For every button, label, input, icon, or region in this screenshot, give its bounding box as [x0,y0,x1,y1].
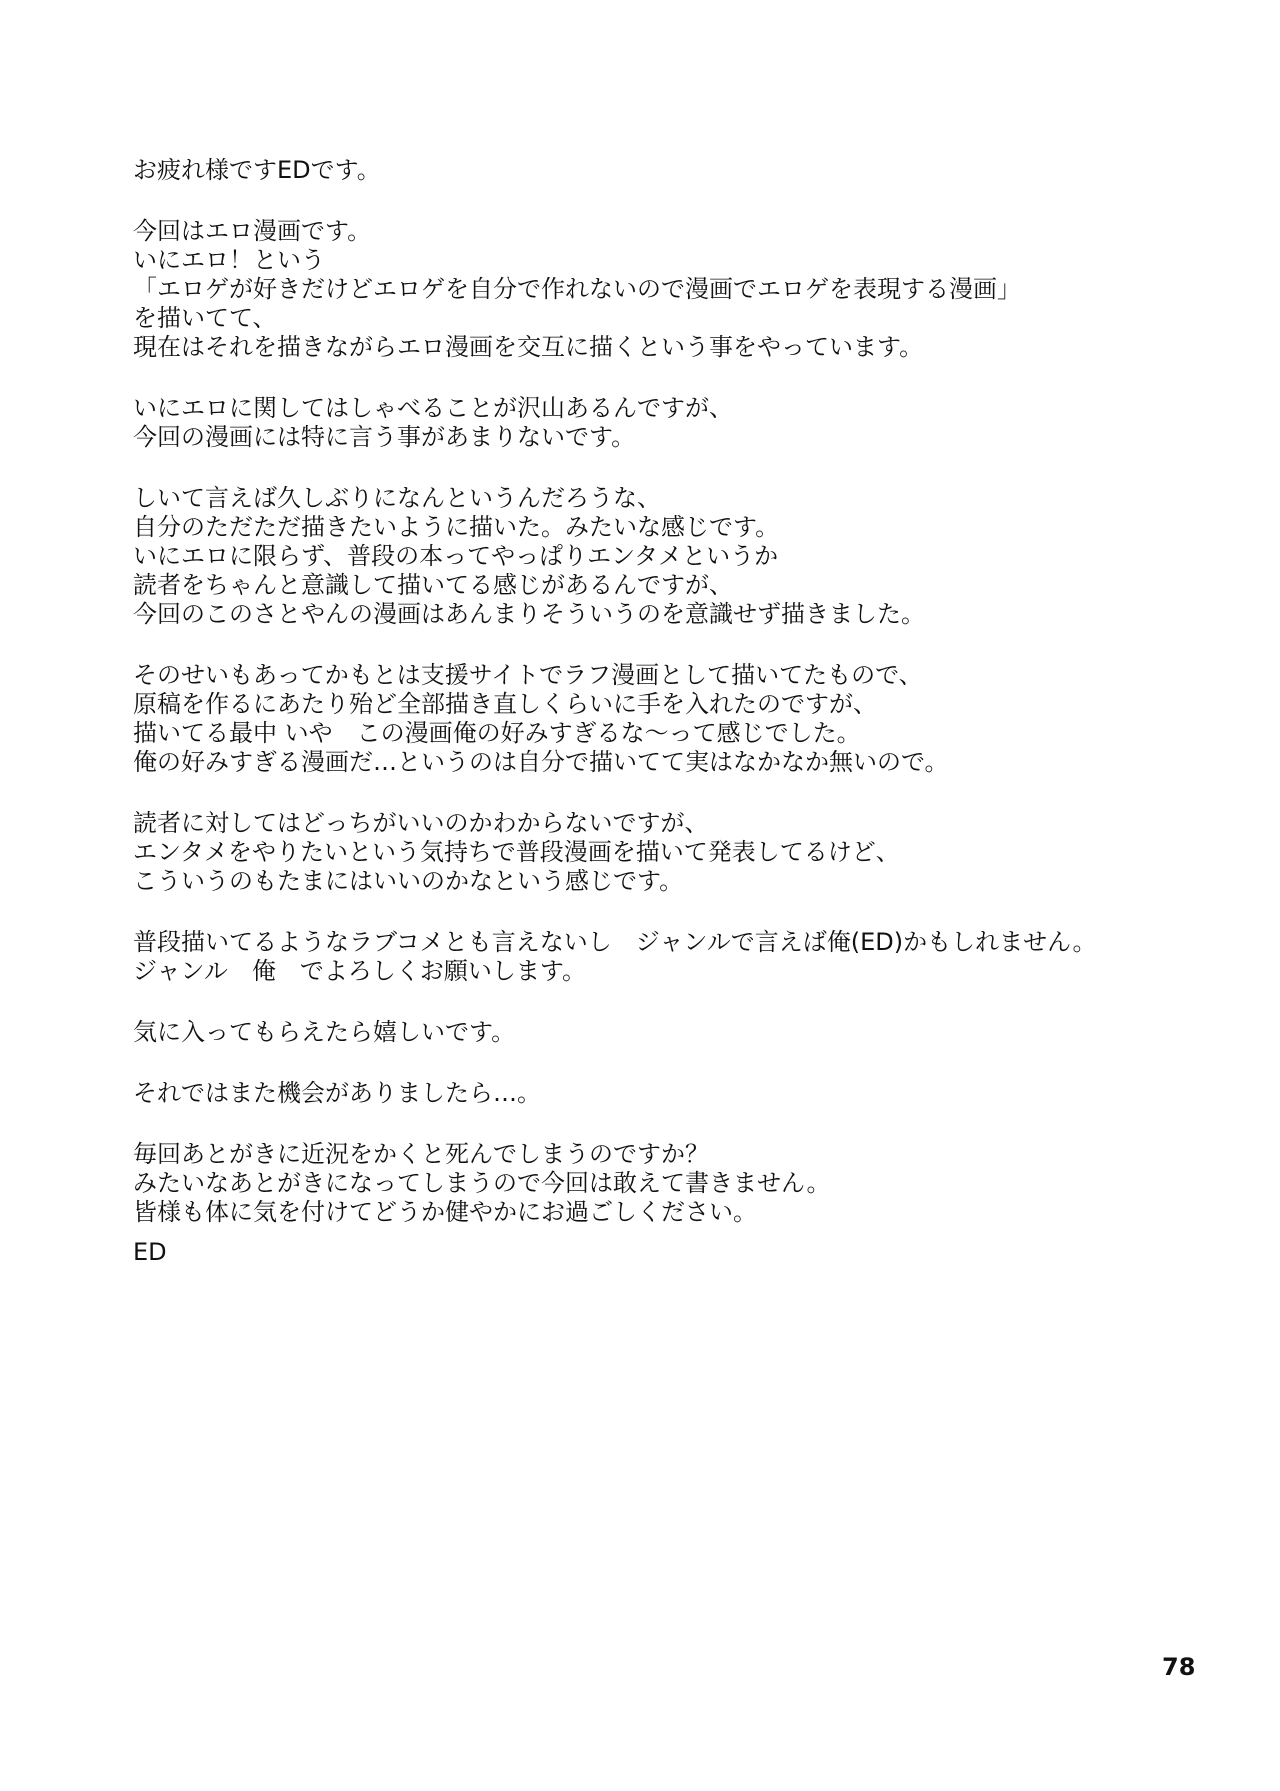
paragraph [133,661,1233,777]
text-line: 皆様も体に気を付けてどうか健やかにお過ごしください。 [133,1198,757,1226]
text-line: 自分のただただ描きたいように描いた。みたいな感じです。 [133,513,780,541]
text-line: 原稿を作るにあたり殆ど全部描き直しくらいに手を入れたのですが、 [133,690,877,718]
page-number: 78 [1162,1653,1196,1681]
text-line: それではまた機会がありましたら…。 [133,1079,541,1107]
text-line: 描いてる最中 いや この漫画俺の好みすぎるな〜って感じでした。 [133,719,861,747]
text-line: お疲れ様ですEDです。 [133,156,381,184]
paragraph [133,809,1233,896]
text-line: 普段描いてるようなラブコメとも言えないし ジャンルで言えば俺(ED)かもしれません。 [133,928,1097,956]
text-line: 俺の好みすぎる漫画だ…というのは自分で描いてて実はなかなか無いので。 [133,748,949,776]
text-line: 読者に対してはどっちがいいのかわからないですが、 [133,809,709,837]
text-line: 毎回あとがきに近況をかくと死んでしまうのですか？ [133,1140,709,1168]
text-line: いにエロに関してはしゃべることが沢山あるんですが、 [133,394,733,422]
text-line: エンタメをやりたいという気持ちで普段漫画を描いて発表してるけど、 [133,838,900,866]
text-line: 今回の漫画には特に言う事があまりないです。 [133,423,636,451]
paragraph [133,928,1233,986]
text-line: 気に入ってもらえたら嬉しいです。 [133,1018,516,1046]
text-line: いにエロ！という [133,246,325,274]
text-line: 今回のこのさとやんの漫画はあんまりそういうのを意識せず描きました。 [133,600,925,628]
afterword-text [133,156,1233,1259]
text-line: ジャンル 俺 でよろしくお願いします。 [133,957,586,985]
text-line: しいて言えば久しぶりになんというんだろうな、 [133,484,661,512]
text-line: そのせいもあってかもとは支援サイトでラフ漫画として描いてたもので、 [133,661,923,689]
text-line: を描いてて、 [133,304,277,332]
text-line: いにエロに限らず、普段の本ってやっぱりエンタメというか [133,542,779,570]
paragraph [133,394,1233,452]
paragraph [133,156,1233,185]
paragraph [133,1079,1233,1108]
author-signature: ED [133,1238,167,1266]
text-line: 今回はエロ漫画です。 [133,217,372,245]
paragraph [133,484,1233,629]
paragraph [133,1018,1233,1047]
paragraph [133,1140,1233,1227]
text-line: みたいなあとがきになってしまうので今回は敢えて書きません。 [133,1169,831,1197]
text-line: こういうのもたまにはいいのかなという感じです。 [133,867,684,895]
text-line: 「エロゲが好きだけどエロゲを自分で作れないので漫画でエロゲを表現する漫画」 [133,275,1021,303]
paragraph [133,217,1233,362]
text-line: 現在はそれを描きながらエロ漫画を交互に描くという事をやっています。 [133,333,924,361]
text-line: 読者をちゃんと意識して描いてる感じがあるんですが、 [133,571,733,599]
